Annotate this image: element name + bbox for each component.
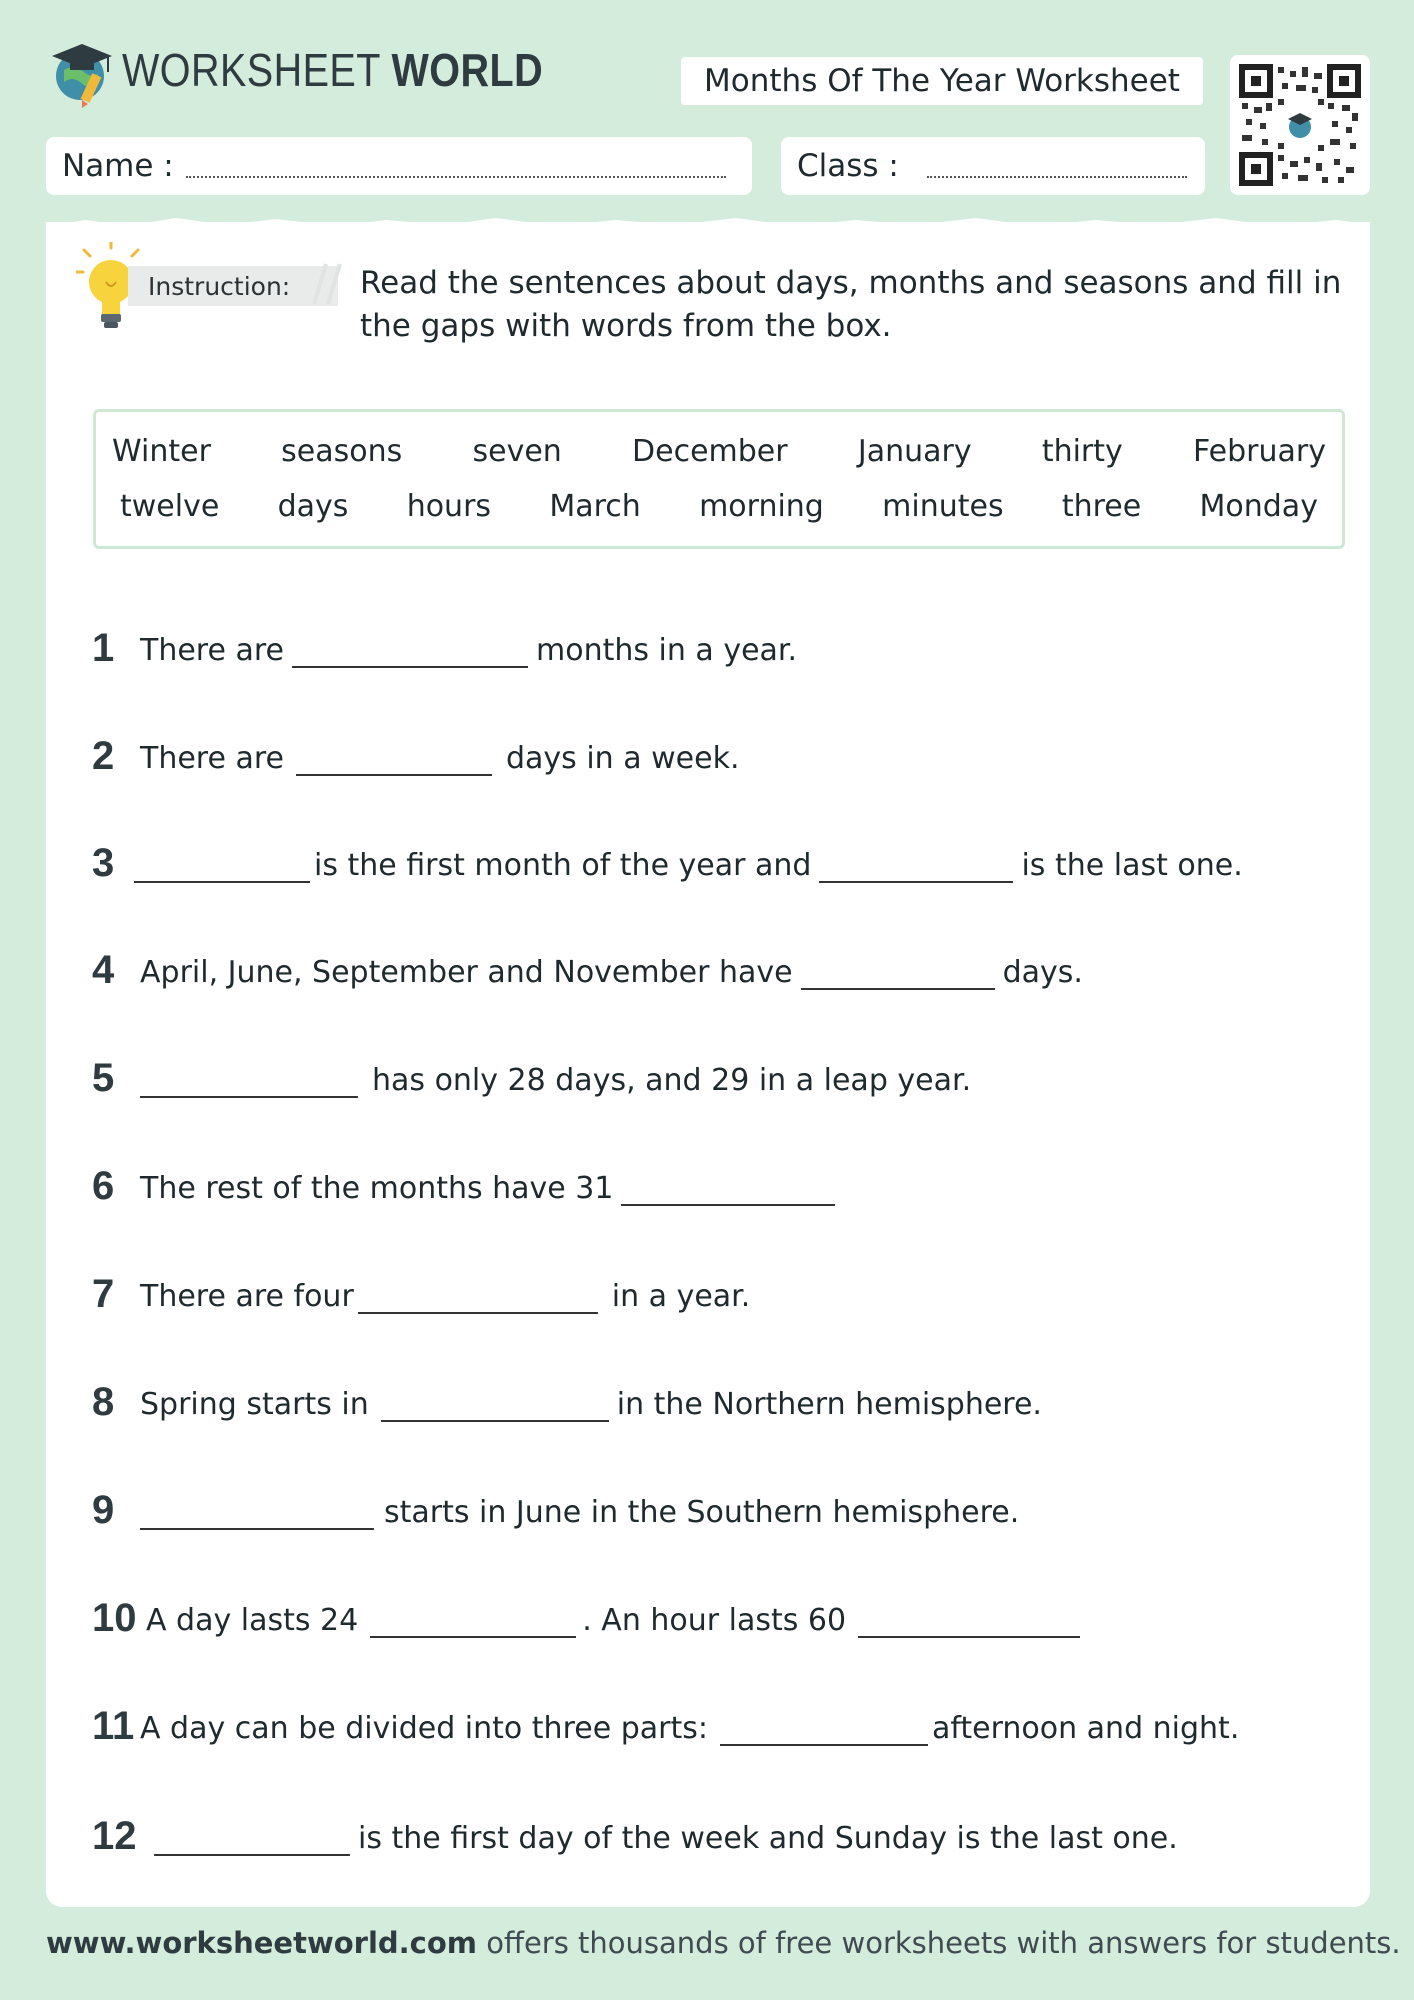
word-bank-row-2	[112, 479, 1326, 534]
question-text: April, June, September and November have	[140, 955, 793, 990]
word-bank-item: February	[1193, 434, 1326, 469]
word-bank-item: Winter	[112, 434, 211, 469]
question-text: days.	[1002, 955, 1083, 990]
answer-blank[interactable]	[154, 1824, 350, 1856]
question-number: 1	[92, 626, 115, 670]
question-text: There are	[140, 633, 284, 668]
answer-blank[interactable]	[296, 744, 492, 776]
class-label: Class :	[797, 148, 899, 184]
question-text: is the first day of the week and Sunday is the last one.	[358, 1821, 1178, 1856]
question-text: The rest of the months have 31	[140, 1171, 614, 1206]
instruction-text: Read the sentences about days, months and seasons and fill in the gaps with words from the box.	[360, 265, 1342, 344]
question-number: 7	[92, 1272, 115, 1316]
question-number: 6	[92, 1164, 115, 1208]
answer-blank[interactable]	[292, 636, 528, 668]
answer-blank[interactable]	[801, 958, 995, 990]
footer-text: offers thousands of free worksheets with answers for students.	[477, 1926, 1401, 1960]
question-number: 8	[92, 1380, 115, 1424]
question-text: starts in June in the Southern hemisphere.	[384, 1495, 1020, 1530]
question-text: . An hour lasts 60	[582, 1603, 847, 1638]
qr-code-icon	[1238, 63, 1362, 187]
question-number: 11	[92, 1704, 135, 1748]
word-bank-item: seasons	[281, 434, 403, 469]
word-bank-item: hours	[406, 489, 492, 524]
word-bank	[93, 409, 1345, 549]
answer-blank[interactable]	[358, 1282, 598, 1314]
question-text: is the last one.	[1021, 848, 1243, 883]
qr-code[interactable]	[1230, 55, 1370, 195]
question-text: days in a week.	[505, 741, 740, 776]
word-bank-item: January	[857, 434, 972, 469]
answer-blank[interactable]	[370, 1606, 576, 1638]
question-text: in a year.	[611, 1279, 751, 1314]
question-number: 4	[92, 948, 115, 992]
name-field[interactable]	[46, 137, 752, 195]
brand-name	[122, 43, 543, 97]
name-label: Name :	[62, 148, 174, 184]
question-text: is the first month of the year and	[314, 848, 812, 883]
question-text: Spring starts in	[140, 1387, 369, 1422]
question-text: There are	[140, 741, 284, 776]
class-field[interactable]	[781, 137, 1205, 195]
word-bank-item: twelve	[120, 489, 220, 524]
brand	[46, 30, 612, 110]
question-number: 10	[92, 1596, 137, 1640]
word-bank-item: morning	[699, 489, 824, 524]
answer-blank[interactable]	[621, 1174, 835, 1206]
word-bank-item: seven	[472, 434, 562, 469]
class-dotted-line	[927, 176, 1187, 178]
word-bank-item: days	[277, 489, 349, 524]
question-number: 2	[92, 734, 115, 778]
word-bank-row-1	[112, 424, 1326, 479]
answer-blank[interactable]	[140, 1498, 374, 1530]
answer-blank[interactable]	[819, 851, 1013, 883]
question-number: 5	[92, 1056, 115, 1100]
answer-blank[interactable]	[381, 1390, 609, 1422]
question-text: months in a year.	[535, 633, 798, 668]
answer-blank[interactable]	[134, 851, 310, 883]
question-number: 12	[92, 1814, 137, 1858]
answer-blank[interactable]	[140, 1066, 358, 1098]
question-text: A day can be divided into three parts:	[140, 1711, 708, 1746]
question-text: in the Northern hemisphere.	[616, 1387, 1042, 1422]
worksheet-title: Months Of The Year Worksheet	[681, 57, 1203, 105]
worksheet-world-logo-icon	[46, 30, 118, 110]
worksheet-card	[46, 222, 1370, 1907]
question-text: A day lasts 24	[146, 1603, 359, 1638]
question-text: has only 28 days, and 29 in a leap year.	[372, 1063, 972, 1098]
brand-name-bold: WORLD	[391, 44, 544, 96]
instruction-slash-decoration	[308, 262, 348, 306]
brand-name-light: WORKSHEET	[122, 44, 381, 96]
footer	[46, 1926, 1401, 1960]
word-bank-item: Monday	[1199, 489, 1318, 524]
torn-paper-edge	[46, 212, 1370, 236]
answer-blank[interactable]	[720, 1714, 928, 1746]
word-bank-item: December	[632, 434, 788, 469]
word-bank-item: three	[1061, 489, 1142, 524]
name-dotted-line	[186, 176, 726, 178]
word-bank-item: March	[549, 489, 641, 524]
instruction-label: Instruction:	[128, 266, 338, 306]
word-bank-item: thirty	[1041, 434, 1123, 469]
word-bank-item: minutes	[882, 489, 1004, 524]
question-text: There are four	[140, 1279, 354, 1314]
question-number: 9	[92, 1488, 115, 1532]
question-number: 3	[92, 841, 115, 885]
question-text: afternoon and night.	[931, 1711, 1240, 1746]
answer-blank[interactable]	[858, 1606, 1080, 1638]
footer-link[interactable]: www.worksheetworld.com	[46, 1926, 478, 1960]
